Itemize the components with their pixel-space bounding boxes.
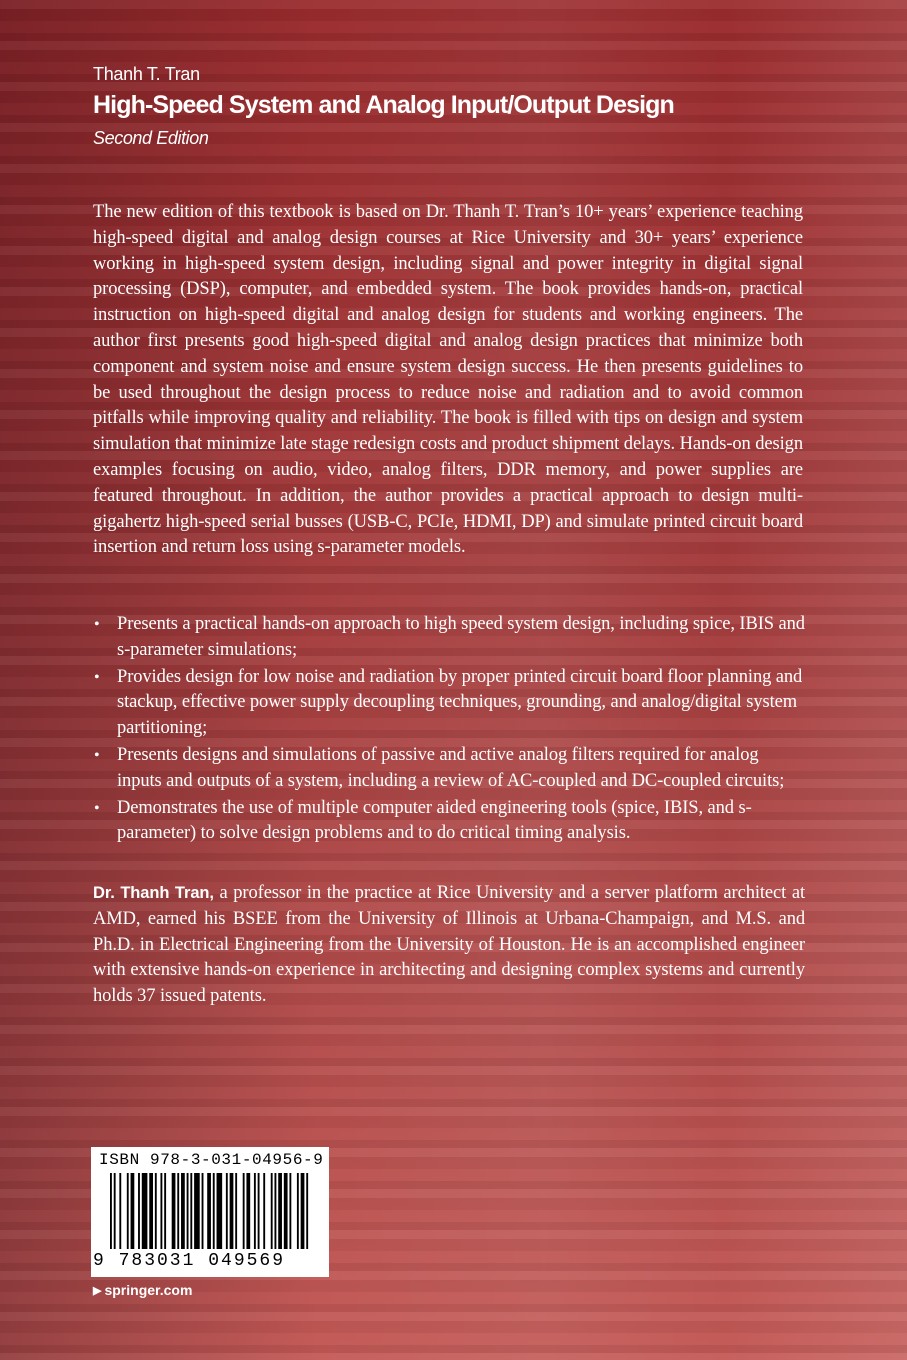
- barcode-bar: [301, 1173, 305, 1249]
- barcode-bar: [278, 1173, 282, 1249]
- barcode-bar: [194, 1173, 200, 1249]
- barcode-bar: [226, 1173, 228, 1249]
- barcode-bar: [127, 1173, 129, 1249]
- bio-name: Dr. Thanh Tran,: [93, 884, 214, 902]
- barcode-bars: [110, 1173, 310, 1249]
- barcode-bar: [297, 1173, 299, 1249]
- barcode-bar: [263, 1173, 265, 1249]
- barcode-bar: [149, 1173, 153, 1249]
- description-paragraph: The new edition of this textbook is based on Dr. Thanh T. Tran’s 10+ years’ experience teaching high-speed digital and analog design courses at Rice University and 30+ years’ experience working in high-speed system design, including signal and power integrity in digital signal processing (DSP), computer, and embedded system. The book provides hands-on, practical instruction on high-speed digital and analog design for students and working engineers. The author first presents good high-speed digital and analog design practices that minimize both component and system noise and ensure system design success. He then presents guidelines to be used throughout the design process to reduce noise and radiation and to avoid common pitfalls while improving quality and reliability. The book is filled with tips on design and system simulation that minimize late stage redesign costs and product shipment delays. Hands-on design examples focusing on audio, video, analog filters, DDR memory, and power supplies are featured throughout. In addition, the author provides a practical approach to design multi-gigahertz high-speed serial busses (USB-C, PCIe, HDMI, DP) and simulate printed circuit board insertion and return loss using s-parameter models.: [93, 202, 803, 558]
- barcode-bar: [114, 1173, 116, 1249]
- barcode-bar: [284, 1173, 288, 1249]
- author-name: Thanh T. Tran: [93, 64, 200, 84]
- barcode-bar: [181, 1173, 185, 1249]
- barcode-bar: [138, 1173, 140, 1249]
- barcode-bar: [164, 1173, 166, 1249]
- bio-text: a professor in the practice at Rice University and a server platform architect at AMD, earned his BSEE from the University of Illinois at Urbana-Champaign, and M.S. and Ph.D. in Electrical Engineering from the University of Houston. He is an accomplished engineer with extensive hands-on experience in architecting and designing complex systems and currently holds 37 issued patents.: [93, 883, 805, 1007]
- barcode-bar: [119, 1173, 121, 1249]
- feature-item: • Presents designs and simulations of passive and active analog filters required for analog inputs and outputs of a system, including a review of AC-coupled and DC-coupled circuits;: [93, 743, 805, 795]
- barcode-bar: [235, 1173, 237, 1249]
- barcode-bar: [142, 1173, 148, 1249]
- triangle-right-icon: ▶: [93, 1284, 102, 1297]
- barcode-bar: [155, 1173, 157, 1249]
- barcode-bar: [187, 1173, 189, 1249]
- barcode-bar: [177, 1173, 179, 1249]
- barcode-bar: [271, 1173, 273, 1249]
- barcode-bar: [246, 1173, 250, 1249]
- barcode-bar: [289, 1173, 291, 1249]
- barcode-bar: [230, 1173, 234, 1249]
- barcode-bar: [306, 1173, 308, 1249]
- publisher-website[interactable]: [93, 1282, 192, 1298]
- barcode-bar: [190, 1173, 192, 1249]
- feature-list: [93, 612, 805, 848]
- barcode-bar: [258, 1173, 260, 1249]
- barcode-bar: [243, 1173, 245, 1249]
- barcode-box: [91, 1147, 329, 1277]
- barcode-bar: [274, 1173, 276, 1249]
- barcode-bar: [160, 1173, 162, 1249]
- feature-item: • Provides design for low noise and radiation by proper printed circuit board floor planning and stackup, effective power supply decoupling techniques, grounding, and analog/digital system partitioning;: [93, 665, 805, 742]
- barcode-bar: [213, 1173, 215, 1249]
- book-title: High-Speed System and Analog Input/Output Design: [93, 91, 674, 119]
- barcode-bar: [131, 1173, 135, 1249]
- isbn-label: ISBN 978-3-031-04956-9: [99, 1151, 324, 1169]
- edition-label: Second Edition: [93, 128, 209, 148]
- website-label: springer.com: [104, 1282, 193, 1298]
- barcode-bar: [110, 1173, 112, 1249]
- barcode-bar: [254, 1173, 256, 1249]
- barcode-bar: [172, 1173, 176, 1249]
- author-bio: [93, 881, 805, 1010]
- feature-item: • Demonstrates the use of multiple computer aided engineering tools (spice, IBIS, and s-parameter) to solve design problems and to do critical timing analysis.: [93, 796, 805, 848]
- barcode-bar: [217, 1173, 223, 1249]
- barcode-bar: [202, 1173, 204, 1249]
- barcode-digits: 9 783031 049569: [93, 1251, 286, 1271]
- feature-item: • Presents a practical hands-on approach to high speed system design, including spice, IBIS and s-parameter simulations;: [93, 612, 805, 664]
- barcode-bar: [207, 1173, 211, 1249]
